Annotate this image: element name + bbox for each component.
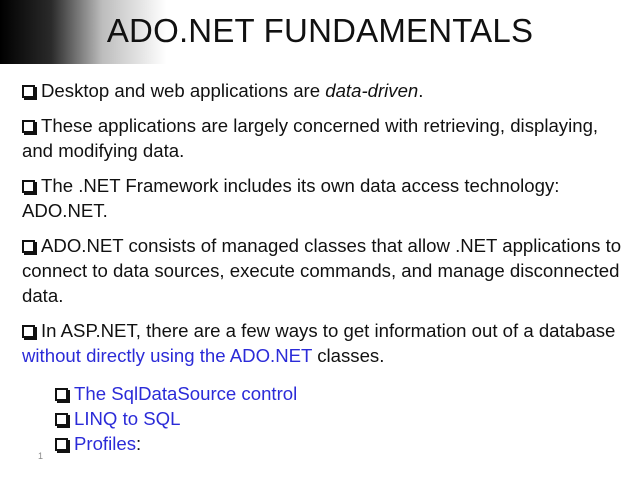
slide-number: 1 bbox=[38, 451, 44, 461]
bullet-3-text: The .NET Framework includes its own data access technology: ADO.NET. bbox=[22, 175, 560, 221]
checkbox-bullet-icon bbox=[22, 85, 35, 98]
slide-title: ADO.NET FUNDAMENTALS bbox=[106, 12, 534, 49]
sub-bullet-2 bbox=[55, 406, 640, 431]
bullet-1-end: . bbox=[418, 80, 424, 101]
checkbox-bullet-icon bbox=[55, 388, 68, 401]
slide-content bbox=[22, 78, 622, 456]
bullet-5-highlight: without directly using the ADO.NET bbox=[22, 345, 313, 366]
sub-bullet-1 bbox=[55, 381, 640, 406]
checkbox-bullet-icon bbox=[22, 120, 35, 133]
bullet-4 bbox=[22, 233, 622, 308]
bullet-5-end: classes. bbox=[312, 345, 385, 366]
bullet-4-text: ADO.NET consists of managed classes that allow .NET applications to connect to data sources, execute commands, and manage disconnected data. bbox=[22, 235, 622, 306]
bullet-5-text: In ASP.NET, there are a few ways to get information out of a database bbox=[41, 320, 616, 341]
bullet-5 bbox=[22, 318, 622, 368]
checkbox-bullet-icon bbox=[55, 438, 68, 451]
bullet-1 bbox=[22, 78, 622, 103]
sub-bullet-2-text: LINQ to SQL bbox=[74, 408, 181, 429]
bullet-2 bbox=[22, 113, 622, 163]
checkbox-bullet-icon bbox=[22, 240, 35, 253]
checkbox-bullet-icon bbox=[55, 413, 68, 426]
bullet-1-text: Desktop and web applications are bbox=[41, 80, 326, 101]
checkbox-bullet-icon bbox=[22, 325, 35, 338]
bullet-1-emphasis: data-driven bbox=[325, 80, 419, 101]
sub-bullet-3 bbox=[55, 431, 640, 456]
sub-bullet-3-text: Profiles bbox=[74, 433, 137, 454]
sub-bullet-3-suffix: : bbox=[136, 433, 142, 454]
checkbox-bullet-icon bbox=[22, 180, 35, 193]
bullet-2-text: These applications are largely concerned with retrieving, displaying, and modifying data. bbox=[22, 115, 599, 161]
bullet-3 bbox=[22, 173, 622, 223]
sub-bullet-1-text: The SqlDataSource control bbox=[74, 383, 298, 404]
